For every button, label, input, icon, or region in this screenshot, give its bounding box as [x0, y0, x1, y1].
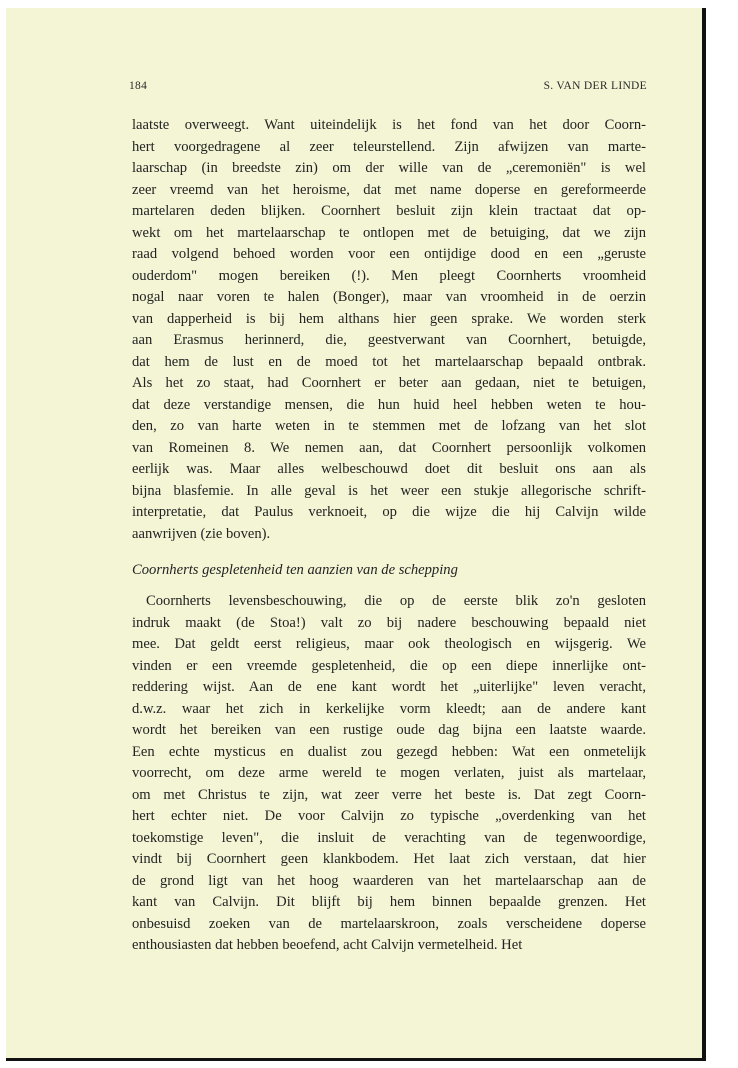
text-line: raad volgend behoed worden voor een ontijdige dood en een „geruste — [132, 246, 646, 262]
paragraph-2 — [132, 591, 646, 957]
text-line: toekomstige leven", die insluit de verachting van de tegenwoordige, — [132, 829, 646, 846]
section-heading: Coornherts gespletenheid ten aanzien van de schepping — [132, 562, 458, 578]
page-number: 184 — [129, 80, 148, 92]
page-header — [129, 80, 647, 96]
text-line: vinden er een vreemde gespletenheid, die op een diepe innerlijke ont- — [132, 657, 646, 674]
text-line: interpretatie, dat Paulus verknoeit, op die wijze die hij Calvijn wilde — [132, 504, 646, 520]
text-line: enthousiasten dat hebben beoefend, acht Calvijn vermetelheid. Het — [132, 937, 523, 953]
text-line: eerlijk was. Maar alles welbeschouwd doet dit besluit ons aan als — [132, 461, 646, 477]
text-line: laatste overweegt. Want uiteindelijk is het fond van het door Coorn- — [132, 117, 646, 133]
paragraph-1 — [132, 115, 646, 545]
text-line: om met Christus te zijn, wat zeer verre het beste is. Dat zegt Coorn- — [132, 786, 646, 803]
text-line: van Romeinen 8. We nemen aan, dat Coornhert persoonlijk volkomen — [132, 439, 646, 456]
text-line: dat deze verstandige mensen, die hun huid heel hebben weten te hou- — [132, 396, 646, 413]
text-line: hert echter niet. De voor Calvijn zo typische „overdenking van het — [132, 808, 646, 824]
text-line: zeer vreemd van het heroisme, dat met name doperse en gereformeerde — [132, 181, 646, 198]
text-line: mee. Dat geldt eerst religieus, maar ook theologisch en wijsgerig. We — [132, 636, 646, 652]
text-line: den, zo van harte weten in te stemmen met de lofzang van het slot — [132, 418, 646, 434]
running-head: S. VAN DER LINDE — [543, 80, 647, 92]
text-line: van dapperheid is bij hem althans hier geen sprake. We worden sterk — [132, 310, 646, 327]
text-line: ouderdom" mogen bereiken (!). Men pleegt Coornherts vroomheid — [132, 267, 646, 284]
text-line: dat hem de lust en de moed tot het martelaarschap bepaald ontbrak. — [132, 353, 646, 370]
text-line: Een echte mysticus en dualist zou gezegd hebben: Wat een onmetelijk — [132, 743, 646, 760]
text-line: aanwrijven (zie boven). — [132, 525, 271, 542]
text-line: nogal naar voren te halen (Bonger), maar van vroomheid in de oerzin — [132, 289, 646, 305]
text-line: hert voorgedragene al zeer teleurstellend. Zijn afwijzen van marte- — [132, 138, 646, 155]
text-line: voorrecht, om deze arme wereld te mogen verlaten, juist als martelaar, — [132, 765, 646, 781]
text-line: bijna blasfemie. In alle geval is het weer een stukje allegorische schrift- — [132, 482, 646, 499]
text-line: d.w.z. waar het zich in kerkelijke vorm kleedt; aan de andere kant — [132, 700, 646, 717]
text-line: de grond ligt van het hoog waarderen van het martelaarschap aan de — [132, 872, 646, 889]
text-line: onbesuisd zoeken van de martelaarskroon, zoals verscheidene doperse — [132, 915, 646, 932]
text-line: aan Erasmus herinnerd, die, geestverwant van Coornhert, betuigde, — [132, 332, 646, 348]
text-line: vindt bij Coornhert geen klankbodem. Het laat zich verstaan, dat hier — [132, 851, 646, 867]
scan-edge-bottom — [6, 1058, 706, 1061]
text-line: Als het zo staat, had Coornhert er beter aan gedaan, niet te betuigen, — [132, 375, 646, 391]
text-line: martelaren deden blijken. Coornhert besluit zijn klein tractaat dat op- — [132, 203, 646, 219]
text-line: kant van Calvijn. Dit blijft bij hem binnen bepaalde grenzen. Het — [132, 894, 646, 910]
scan-edge-right — [702, 8, 706, 1061]
text-line: Coornherts levensbeschouwing, die op de eerste blik zo'n gesloten — [146, 593, 646, 609]
text-line: wordt het bereiken van een rustige oude dag bijna een laatste waarde. — [132, 722, 646, 738]
text-line: indruk maakt (de Stoa!) valt zo bij nadere beschouwing bepaald niet — [132, 614, 646, 631]
text-line: laarschap (in breedste zin) om der wille van de „ceremoniën" is wel — [132, 160, 646, 176]
text-line: wekt om het martelaarschap te ontlopen met de betuiging, dat we zijn — [132, 224, 646, 241]
text-line: reddering wijst. Aan de ene kant wordt het „uiterlijke" leven veracht, — [132, 679, 646, 695]
